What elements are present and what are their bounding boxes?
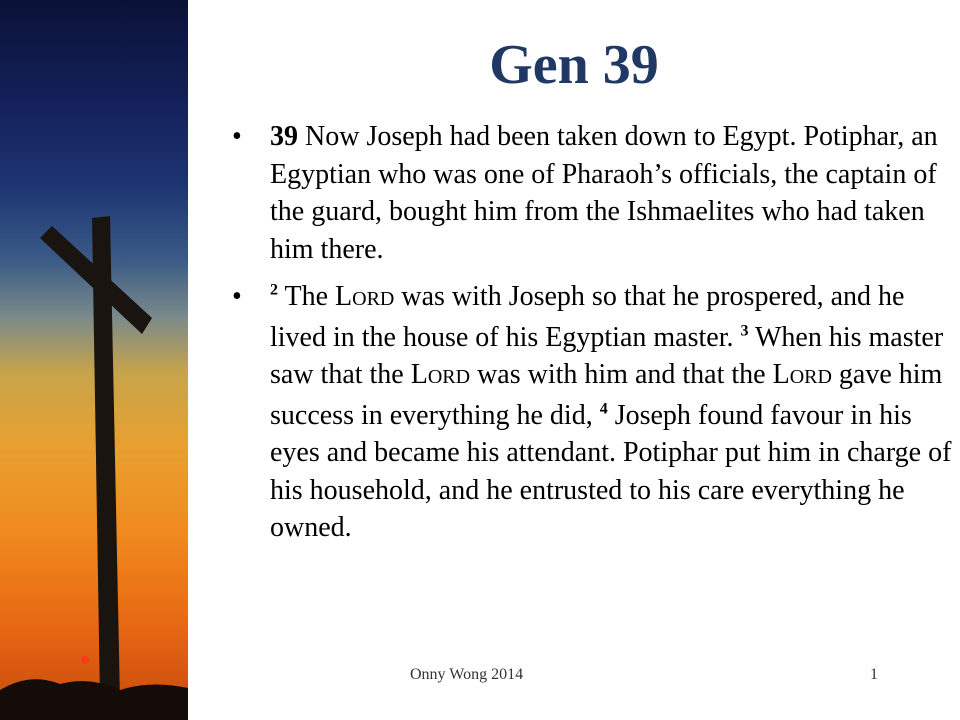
footer-author: Onny Wong 2014	[410, 666, 524, 683]
verse-number: 3	[740, 322, 749, 340]
slide-number: 1	[870, 666, 878, 683]
bullet-item	[232, 118, 952, 268]
bullet-dot: •	[232, 281, 242, 312]
verse-text: gave him success in everything he did,	[270, 359, 943, 431]
verse-number: 4	[599, 400, 608, 418]
bullet-item	[232, 278, 952, 547]
slide-content	[232, 118, 952, 557]
bullet-dot: •	[232, 121, 242, 152]
cross-sunset-image	[0, 0, 188, 720]
verse-text: Joseph found favour in his eyes and became his attendant. Potiphar put him in charge of his household, and he entrusted to his care everything he owned.	[270, 399, 952, 543]
small-caps-text: ORD	[789, 366, 832, 388]
verse-text: was with Joseph so that he prospered, and he lived in the house of his Egyptian master.	[270, 281, 905, 353]
verse-text: Now Joseph had been taken down to Egypt. Potiphar, an Egyptian who was one of Pharaoh’s officials, the captain of the guard, bought him from the Ishmaelites who had taken him there.	[270, 121, 938, 265]
slide-title: Gen 39	[489, 34, 659, 96]
verse-number: 2	[270, 281, 278, 299]
verse-number: 39	[270, 121, 298, 152]
verse-text: was with him and that the L	[470, 359, 790, 390]
verse-text: When his master saw that the L	[270, 321, 944, 390]
verse-text: The L	[278, 281, 353, 312]
cross-silhouette-icon	[0, 0, 188, 720]
small-caps-text: ORD	[352, 288, 395, 310]
small-caps-text: ORD	[427, 366, 471, 388]
